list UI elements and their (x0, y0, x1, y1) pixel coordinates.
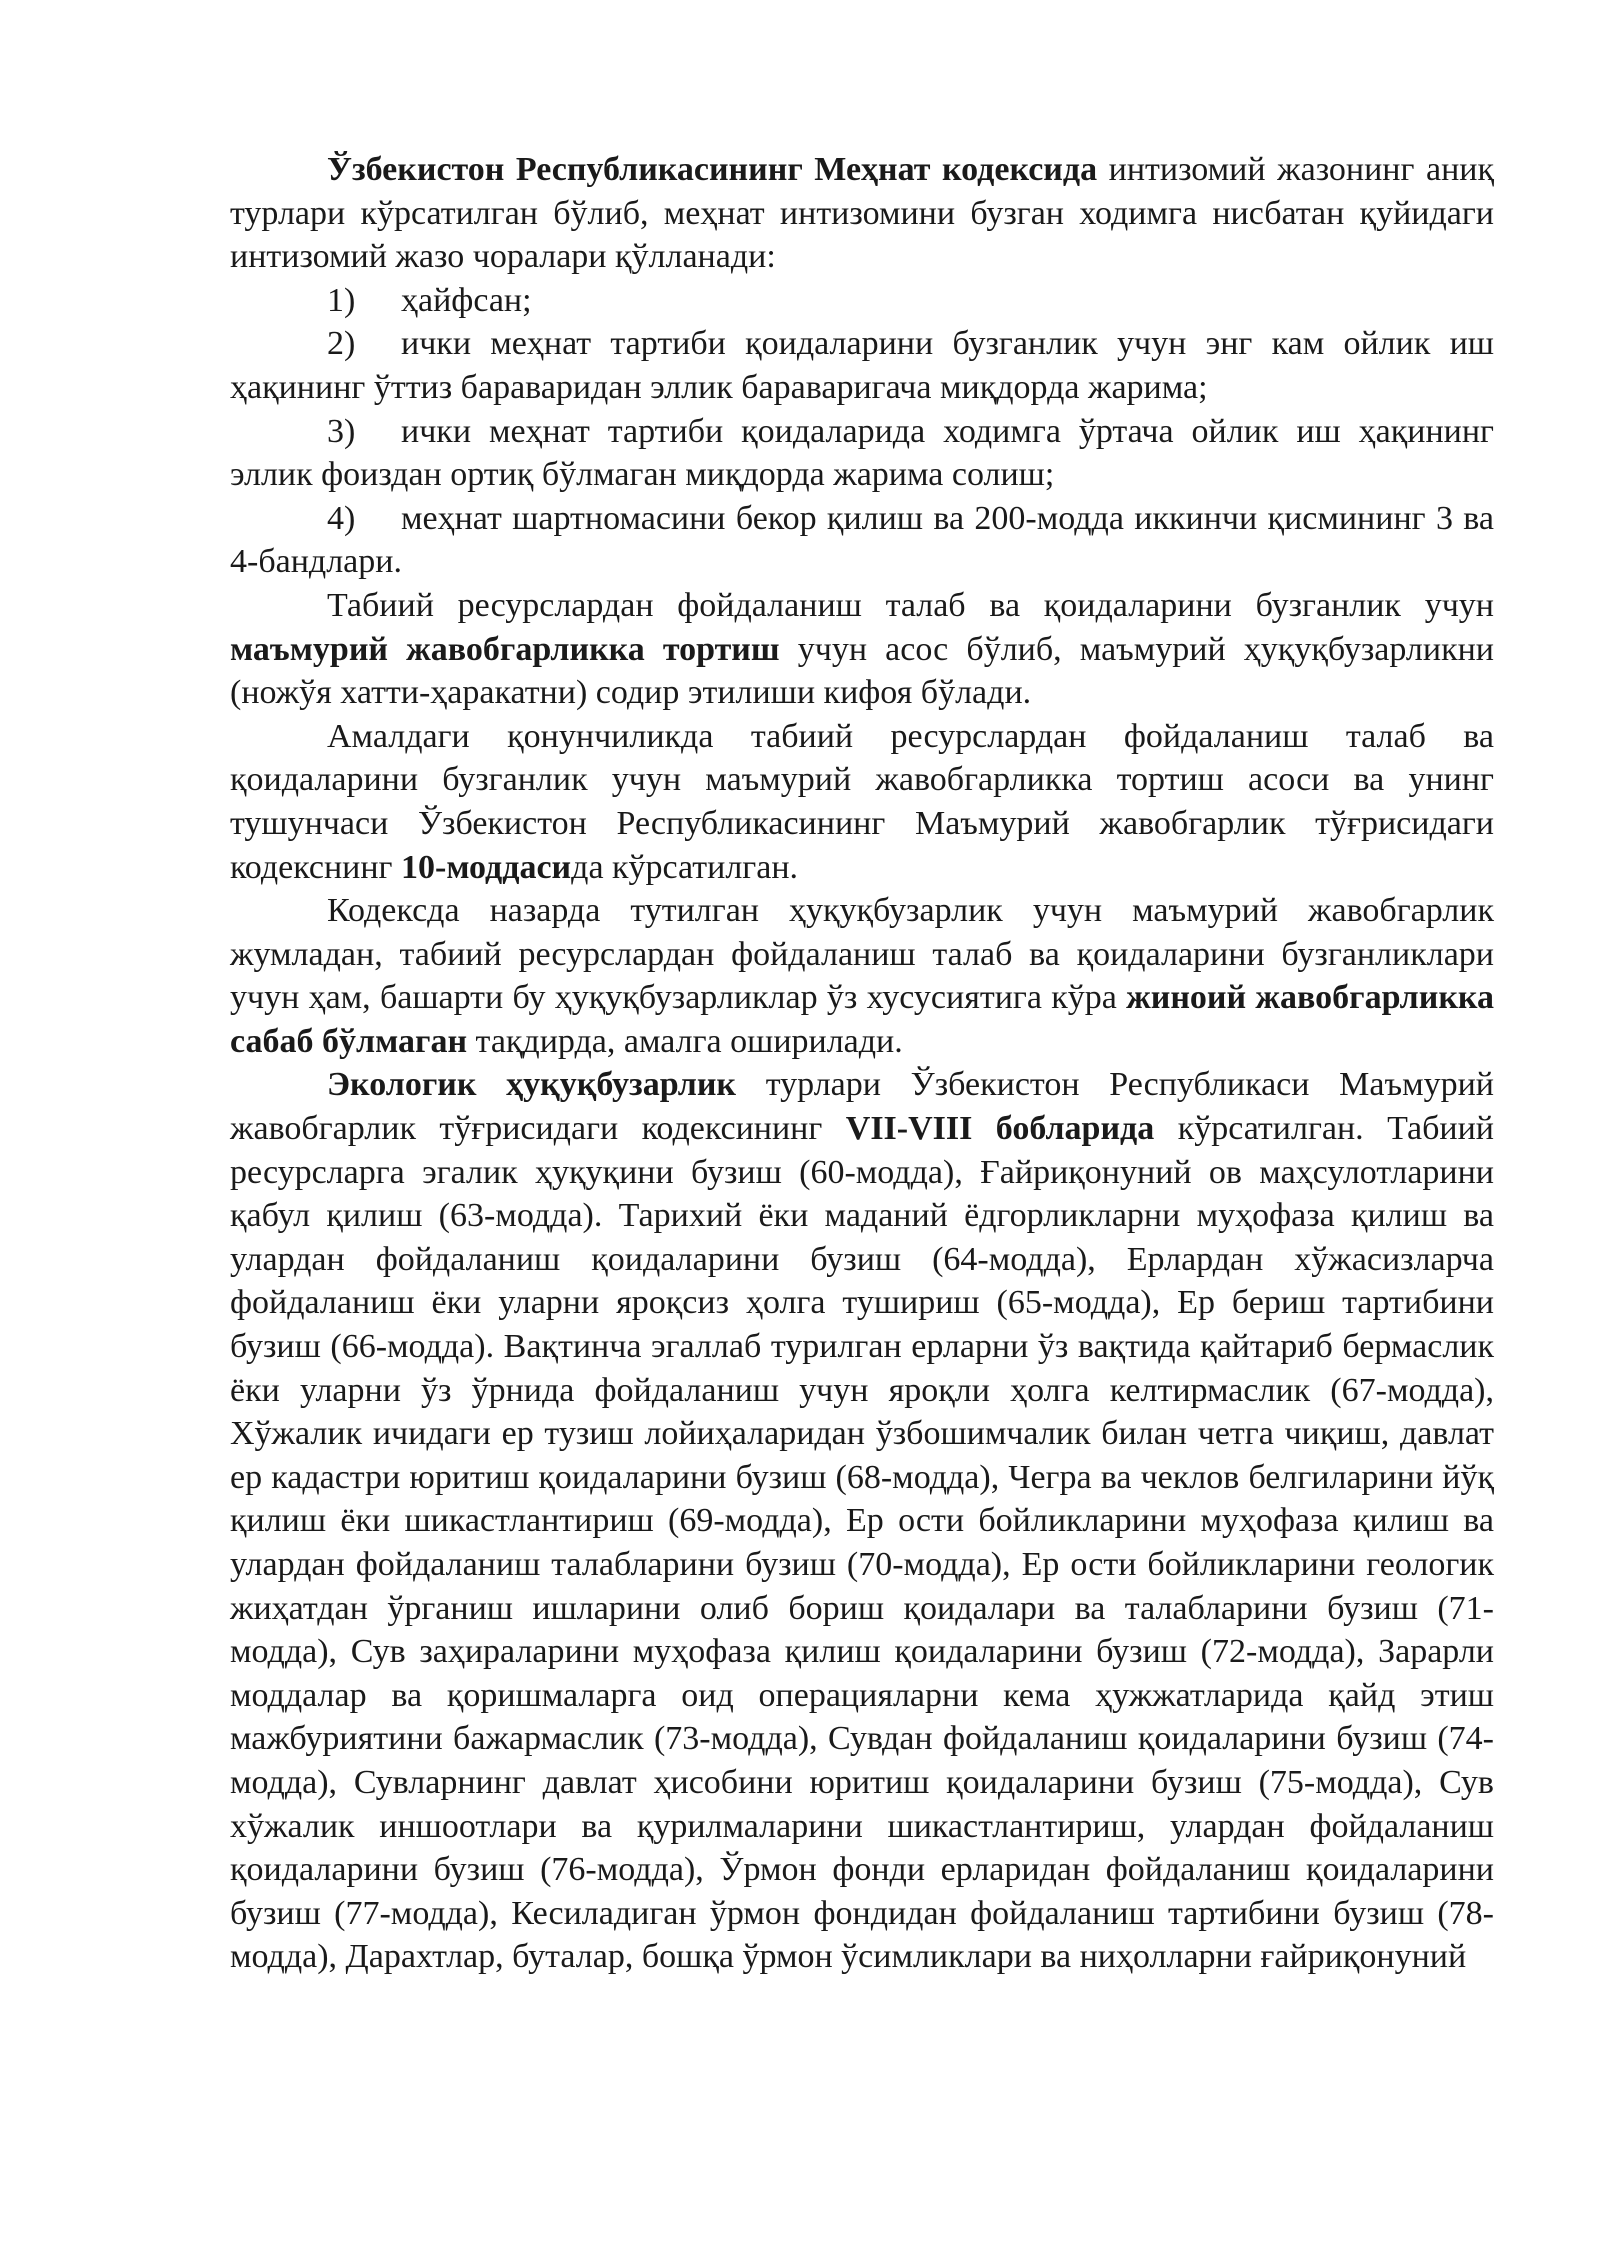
paragraph-current-legislation (230, 715, 1494, 889)
bold-phrase: VII-VIII бобларида (845, 1110, 1155, 1148)
list-number: 4) (327, 499, 356, 537)
paragraph-text: да кўрсатилган. (571, 848, 799, 886)
bold-phrase: Ўзбекистон Республикасининг Меҳнат кодексида (327, 151, 1098, 188)
paragraph-text: интизомий жазонинг аниқ турлари кўрсатилган бўлиб, меҳнат интизомини бузган ходимга нисбатан қуйидаги интизомий жазо чоралари қўлланади: (230, 151, 1494, 276)
paragraph-text: турлари Ўзбекистон Республикаси Маъмурий жавобгарлик тўғрисидаги кодексининг (230, 1066, 1494, 1148)
list-number: 2) (327, 325, 356, 363)
bold-phrase: 10-моддаси (401, 848, 572, 886)
paragraph-text: учун асос бўлиб, маъмурий ҳуқуқбузарликни (ножўя хатти-ҳаракатни) содир этилиши кифоя бўлади. (230, 630, 1494, 712)
list-item (230, 410, 1494, 497)
bold-phrase: жиноий жавобгарликка сабаб бўлмаган (230, 979, 1494, 1060)
paragraph-ecological-offenses (230, 1063, 1494, 1978)
paragraph-text: Табиий ресурслардан фойдаланиш талаб ва қоидаларини бузганлик учун (327, 586, 1494, 624)
document-page (230, 148, 1494, 1979)
paragraph-text: кўрсатилган. Табиий ресурсларга эгалик ҳуқуқини бузиш (60-модда), Ғайриқонуний ов маҳсулотларини қабул қилиш (63-модда). Тарихий ёки маданий ёдгорликларни муҳофаза қилиш ва улардан фойдаланиш қоидаларини бузиш (64-модда), Ерлардан хўжасизларча фойдаланиш ёки уларни яроқсиз ҳолга тушириш (65-модда), Ер бериш тартибини бузиш (66-модда). Вақтинча эгаллаб турилган ерларни ўз вақтида қайтариб бермаслик ёки уларни ўз ўрнида фойдаланиш учун яроқли ҳолга келтирмаслик (67-модда), Хўжалик ичидаги ер тузиш лойиҳаларидан ўзбошимчалик билан четга чиқиш, давлат ер кадастри юритиш қоидаларини бузиш (68-модда), Чегра ва чеклов белгиларини йўқ қилиш ёки шикастлантириш (69-модда), Ер ости бойликларини муҳофаза қилиш ва улардан фойдаланиш талабларини бузиш (70-модда), Ер ости бойликларини геологик жиҳатдан ўрганиш ишларини олиб бориш қоидалари ва талабларини бузиш (71-модда), Сув заҳираларини муҳофаза қилиш қоидаларини бузиш (72-модда), Зарарли моддалар ва қоришмаларга оид операцияларни кема ҳужжатларида қайд этиш мажбуриятини бажармаслик (73-модда), Сувдан фойдаланиш қоидаларини бузиш (74-модда), Сувларнинг давлат ҳисобини юритиш қоидаларини бузиш (75-модда), Сув хўжалик иншоотлари ва қурилмаларини шикастлантириш, улардан фойдаланиш қоидаларини бузиш (76-модда), Ўрмон фонди ерларидан фойдаланиш қоидаларини бузиш (77-модда), Кесиладиган ўрмон фондидан фойдаланиш тартибини бузиш (78-модда), Дарахтлар, буталар, бошқа ўрмон ўсимликлари ва ниҳолларни ғайриқонуний (230, 1110, 1494, 1976)
list-item (230, 322, 1494, 409)
paragraph-administrative-liability (230, 584, 1494, 715)
bold-phrase: Экологик ҳуқуқбузарлик (327, 1066, 737, 1104)
paragraph-labor-code (230, 148, 1494, 279)
list-text: меҳнат шартномасини бекор қилиш ва 200-модда иккинчи қисмининг 3 ва 4-бандлари. (230, 499, 1494, 581)
list-text: ҳайфсан; (401, 281, 532, 319)
bold-phrase: маъмурий жавобгарликка тортиш (230, 630, 780, 668)
list-number: 1) (327, 281, 356, 319)
paragraph-text: Амалдаги қонунчиликда табиий ресурслардан фойдаланиш талаб ва қоидаларини бузганлик учун маъмурий жавобгарликка тортиш асоси ва унинг тушунчаси Ўзбекистон Республикасининг Маъмурий жавобгарлик тўғрисидаги кодекснинг (230, 717, 1494, 886)
list-text: ички меҳнат тартиби қоидаларини бузганлик учун энг кам ойлик иш ҳақининг ўттиз бараваридан эллик бараваригача миқдорда жарима; (230, 325, 1494, 406)
list-number: 3) (327, 412, 356, 450)
list-item (230, 497, 1494, 584)
paragraph-text: Кодексда назарда тутилган ҳуқуқбузарлик учун маъмурий жавобгарлик жумладан, табиий ресурслардан фойдаланиш талаб ва қоидаларини бузганликлари учун ҳам, башарти бу ҳуқуқбузарликлар ўз хусусиятига кўра (230, 892, 1494, 1017)
list-text: ички меҳнат тартиби қоидаларида ходимга ўртача ойлик иш ҳақининг эллик фоиздан ортиқ бўлмаган миқдорда жарима солиш; (230, 412, 1494, 494)
paragraph-code-provisions (230, 889, 1494, 1063)
list-item (230, 279, 1494, 323)
paragraph-text: тақдирда, амалга оширилади. (467, 1022, 903, 1060)
